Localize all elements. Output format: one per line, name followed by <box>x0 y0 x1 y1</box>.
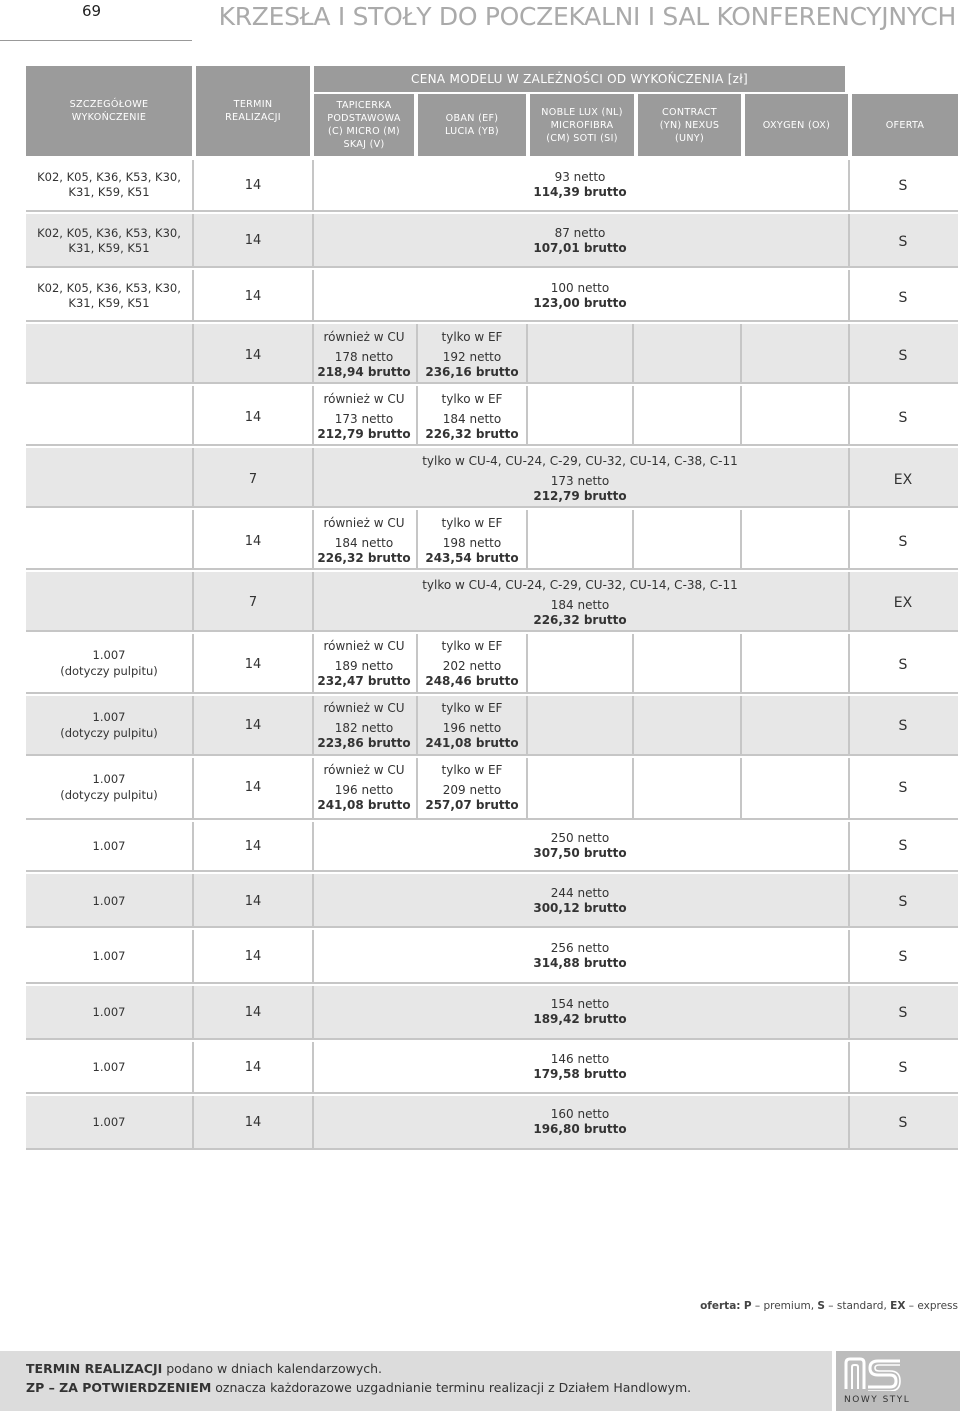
price-netto: 209 netto <box>442 783 502 797</box>
header-szczegolowe: SZCZEGÓŁOWE WYKOŃCZENIE <box>26 66 192 156</box>
header-oferta: OFERTA <box>852 94 958 156</box>
page-header <box>0 0 960 40</box>
row-code: K02, K05, K36, K53, K30, K31, K59, K51 <box>37 170 181 199</box>
price-brutto: 314,88 brutto <box>533 956 627 970</box>
footer-note-2: ZP – ZA POTWIERDZENIEM oznacza każdorazowe uzgadnianie terminu realizacji z Działem Handlowym. <box>26 1380 692 1395</box>
price-brutto: 232,47 brutto <box>317 674 411 688</box>
row-term: 14 <box>244 1005 262 1020</box>
price-brutto: 226,32 brutto <box>425 427 519 441</box>
price-brutto: 218,94 brutto <box>317 365 411 379</box>
price-netto: 184 netto <box>442 412 502 426</box>
offer-badge: S <box>898 1060 908 1076</box>
price-brutto: 300,12 brutto <box>533 901 627 915</box>
offer-badge: S <box>898 894 908 910</box>
offer-badge: S <box>898 348 908 364</box>
price-brutto: 307,50 brutto <box>533 846 627 860</box>
row-term: 14 <box>244 289 262 304</box>
price-brutto: 223,86 brutto <box>317 736 411 750</box>
row-term: 14 <box>244 894 262 909</box>
price-netto: 196 netto <box>442 721 502 735</box>
row-term: 14 <box>244 1115 262 1130</box>
row-term: 7 <box>248 595 258 610</box>
offer-badge: S <box>898 178 908 194</box>
price-brutto: 257,07 brutto <box>425 798 519 812</box>
row-term: 14 <box>244 348 262 363</box>
row-code: 1.007 <box>92 1060 126 1074</box>
row-code: 1.007 <box>92 894 126 908</box>
footer-note-1: TERMIN REALIZACJI podano w dniach kalendarzowych. <box>26 1361 383 1376</box>
price-netto: 178 netto <box>334 350 394 364</box>
price-note: tylko w EF <box>441 330 503 344</box>
price-note: również w CU <box>323 516 405 530</box>
price-netto: 154 netto <box>550 997 610 1011</box>
offer-badge: S <box>898 780 908 796</box>
price-netto: 146 netto <box>550 1052 610 1066</box>
offer-badge: EX <box>893 595 913 611</box>
row-term: 14 <box>244 178 262 193</box>
offer-badge: S <box>898 410 908 426</box>
page-number-box <box>0 0 192 41</box>
price-brutto: 212,79 brutto <box>317 427 411 441</box>
price-brutto: 248,46 brutto <box>425 674 519 688</box>
header-termin: TERMIN REALIZACJI <box>196 66 310 156</box>
header-noble: NOBLE LUX (NL) MICROFIBRA (CM) SOTI (SI) <box>530 94 634 156</box>
row-code-note: (dotyczy pulpitu) <box>60 664 158 678</box>
price-note: tylko w EF <box>441 392 503 406</box>
price-brutto: 189,42 brutto <box>533 1012 627 1026</box>
row-code: 1.007 <box>92 839 126 853</box>
price-brutto: 196,80 brutto <box>533 1122 627 1136</box>
row-term: 14 <box>244 657 262 672</box>
price-brutto: 226,32 brutto <box>533 613 627 627</box>
price-netto: 87 netto <box>554 226 606 240</box>
price-note: również w CU <box>323 392 405 406</box>
row-code-note: (dotyczy pulpitu) <box>60 726 158 740</box>
row-term: 14 <box>244 233 262 248</box>
offer-badge: S <box>898 838 908 854</box>
price-brutto: 179,58 brutto <box>533 1067 627 1081</box>
price-brutto: 243,54 brutto <box>425 551 519 565</box>
row-term: 14 <box>244 949 262 964</box>
offer-badge: EX <box>893 472 913 488</box>
price-netto: 93 netto <box>554 170 606 184</box>
offer-badge: S <box>898 234 908 250</box>
header-cena: CENA MODELU W ZALEŻNOŚCI OD WYKOŃCZENIA [zł] <box>314 66 845 92</box>
row-term: 14 <box>244 410 262 425</box>
page-title: KRZESŁA I STOŁY DO POCZEKALNI I SAL KONFERENCYJNYCH <box>218 2 956 31</box>
row-code: 1.007 <box>92 772 126 786</box>
price-netto: 100 netto <box>550 281 610 295</box>
price-brutto: 123,00 brutto <box>533 296 627 310</box>
price-brutto: 114,39 brutto <box>533 185 627 199</box>
price-netto: 184 netto <box>334 536 394 550</box>
offer-badge: S <box>898 534 908 550</box>
price-note: tylko w EF <box>441 763 503 777</box>
price-note: tylko w CU-4, CU-24, C-29, CU-32, CU-14, C-38, C-11 <box>422 578 738 592</box>
logo-text: NOWY STYL <box>844 1395 911 1405</box>
price-netto: 198 netto <box>442 536 502 550</box>
price-note: również w CU <box>323 701 405 715</box>
price-brutto: 107,01 brutto <box>533 241 627 255</box>
offer-badge: S <box>898 949 908 965</box>
row-code: K02, K05, K36, K53, K30, K31, K59, K51 <box>37 226 181 255</box>
price-brutto: 212,79 brutto <box>533 489 627 503</box>
price-brutto: 241,08 brutto <box>317 798 411 812</box>
header-contract: CONTRACT (YN) NEXUS (UNY) <box>638 94 741 156</box>
row-term: 14 <box>244 534 262 549</box>
row-code: K02, K05, K36, K53, K30, K31, K59, K51 <box>37 281 181 310</box>
price-note: tylko w EF <box>441 516 503 530</box>
price-netto: 189 netto <box>334 659 394 673</box>
offer-badge: S <box>898 1005 908 1021</box>
price-note: również w CU <box>323 639 405 653</box>
row-code: 1.007 <box>92 648 126 662</box>
header-oban: OBAN (EF) LUCIA (YB) <box>418 94 526 156</box>
price-netto: 173 netto <box>550 474 610 488</box>
price-brutto: 236,16 brutto <box>425 365 519 379</box>
price-netto: 256 netto <box>550 941 610 955</box>
offer-badge: S <box>898 1115 908 1131</box>
price-netto: 196 netto <box>334 783 394 797</box>
price-note: tylko w EF <box>441 639 503 653</box>
header-tapicerka: TAPICERKA PODSTAWOWA (C) MICRO (M) SKAJ (V) <box>314 94 414 156</box>
nowy-styl-logo-icon <box>842 1355 906 1391</box>
brand-logo <box>836 1351 960 1411</box>
price-netto: 182 netto <box>334 721 394 735</box>
offer-badge: S <box>898 718 908 734</box>
price-note: również w CU <box>323 763 405 777</box>
price-brutto: 226,32 brutto <box>317 551 411 565</box>
row-term: 14 <box>244 839 262 854</box>
price-netto: 250 netto <box>550 831 610 845</box>
row-term: 7 <box>248 472 258 487</box>
price-note: tylko w CU-4, CU-24, C-29, CU-32, CU-14, C-38, C-11 <box>422 454 738 468</box>
price-note: tylko w EF <box>441 701 503 715</box>
row-code-note: (dotyczy pulpitu) <box>60 788 158 802</box>
row-code: 1.007 <box>92 1115 126 1129</box>
price-netto: 173 netto <box>334 412 394 426</box>
row-term: 14 <box>244 1060 262 1075</box>
page-number: 69 <box>82 2 102 20</box>
offer-badge: S <box>898 290 908 306</box>
row-code: 1.007 <box>92 1005 126 1019</box>
row-code: 1.007 <box>92 710 126 724</box>
offer-badge: S <box>898 657 908 673</box>
row-term: 14 <box>244 780 262 795</box>
price-brutto: 241,08 brutto <box>425 736 519 750</box>
price-netto: 192 netto <box>442 350 502 364</box>
price-netto: 244 netto <box>550 886 610 900</box>
row-code: 1.007 <box>92 949 126 963</box>
price-netto: 160 netto <box>550 1107 610 1121</box>
row-term: 14 <box>244 718 262 733</box>
offer-legend: oferta: P – premium, S – standard, EX – express <box>700 1300 958 1312</box>
price-netto: 184 netto <box>550 598 610 612</box>
price-netto: 202 netto <box>442 659 502 673</box>
price-note: również w CU <box>323 330 405 344</box>
header-oxygen: OXYGEN (OX) <box>745 94 848 156</box>
